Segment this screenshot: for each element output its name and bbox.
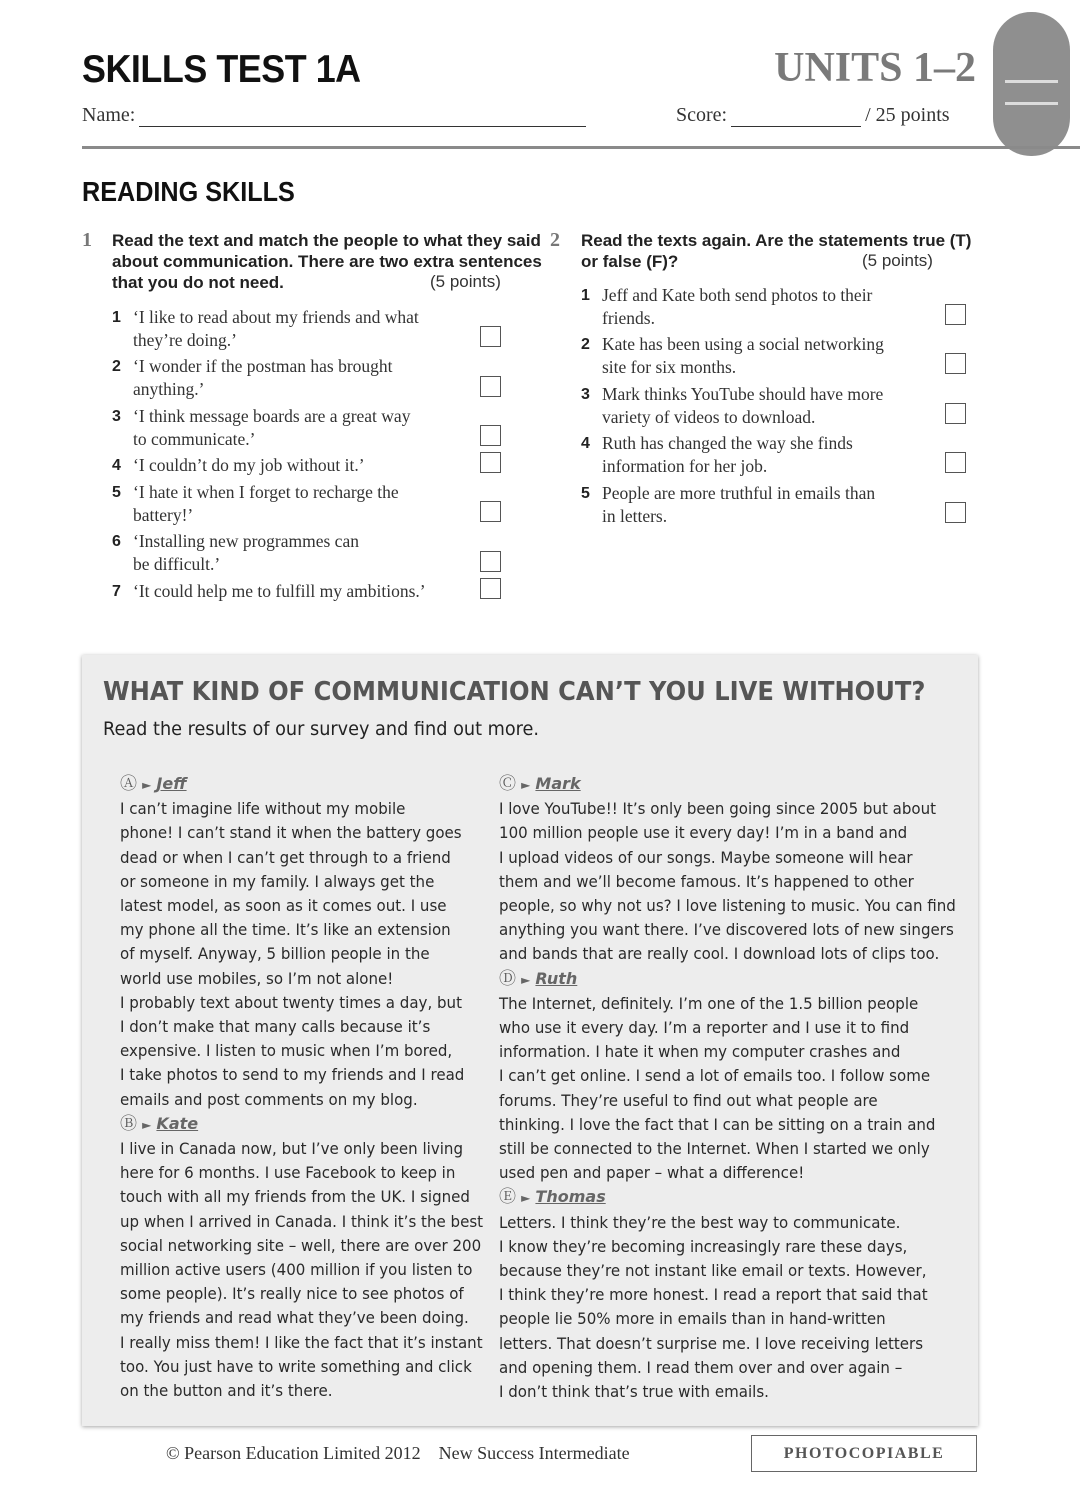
item-text: ‘Installing new programmes can bbox=[133, 531, 359, 551]
item-number: 2 bbox=[581, 336, 590, 353]
item-text: Jeff and Kate both send photos to their bbox=[602, 285, 873, 305]
article-line: up when I arrived in Canada. I think it’s the best bbox=[120, 1211, 484, 1231]
item-text: Ruth has changed the way she finds bbox=[602, 433, 853, 453]
article-line: thinking. I love the fact that I can be sitting on a train and bbox=[499, 1114, 936, 1134]
item-text: to communicate.’ bbox=[133, 429, 256, 449]
item-text: Kate has been using a social networking bbox=[602, 334, 884, 354]
item-text: variety of videos to download. bbox=[602, 407, 816, 427]
arrow-icon: ► bbox=[521, 972, 531, 987]
item-number: 7 bbox=[112, 583, 121, 600]
article-line: 100 million people use it every day! I’m in a band and bbox=[499, 823, 908, 843]
article-line: forums. They’re useful to find out what people are bbox=[499, 1090, 878, 1110]
letter-icon: Ⓒ bbox=[499, 774, 516, 794]
answer-box[interactable] bbox=[480, 501, 501, 522]
item-number: 6 bbox=[112, 533, 121, 550]
article-line: on the button and it’s there. bbox=[120, 1381, 333, 1401]
instruction-line: or false (F)? bbox=[581, 252, 679, 271]
article-line: I take photos to send to my friends and I read bbox=[120, 1065, 465, 1085]
item-text: be difficult.’ bbox=[133, 554, 221, 574]
article-line: used pen and paper – what a difference! bbox=[499, 1163, 805, 1183]
answer-box[interactable] bbox=[945, 452, 966, 473]
respondent-name: Ruth bbox=[535, 968, 578, 988]
arrow-icon: ► bbox=[521, 778, 531, 792]
article-line: I know they’re becoming increasingly rare these days, bbox=[499, 1236, 908, 1256]
item-number: 2 bbox=[112, 358, 121, 375]
article-line: dead or when I can’t get through to a friend bbox=[120, 847, 451, 867]
item-text: ‘I wonder if the postman has brought bbox=[133, 356, 393, 376]
article-line: I really miss them! I like the fact that it’s instant bbox=[120, 1332, 483, 1352]
item-number: 4 bbox=[112, 457, 121, 474]
article-line: social networking site – well, there are over 200 bbox=[120, 1235, 482, 1255]
article-title: WHAT KIND OF COMMUNICATION CAN’T YOU LIVE WITHOUT? bbox=[103, 677, 926, 707]
letter-icon: Ⓑ bbox=[120, 1113, 137, 1134]
article-line: I upload videos of our songs. Maybe someone will hear bbox=[499, 847, 913, 867]
article-line: too. You just have to write something and click bbox=[120, 1356, 472, 1376]
article-line: I can’t imagine life without my mobile bbox=[120, 799, 406, 819]
header-divider bbox=[82, 146, 1080, 149]
letter-icon: Ⓐ bbox=[120, 774, 137, 794]
name-row bbox=[82, 104, 586, 127]
answer-box[interactable] bbox=[480, 376, 501, 397]
article-line: latest model, as soon as it comes out. I use bbox=[120, 896, 447, 916]
respondent-header bbox=[499, 1185, 969, 1210]
section-title: READING SKILLS bbox=[82, 176, 295, 207]
copyright: © Pearson Education Limited 2012 bbox=[166, 1443, 421, 1463]
item-text: friends. bbox=[602, 308, 655, 328]
respondent-header bbox=[499, 772, 969, 797]
article-line: some people). It’s really nice to see photos of bbox=[120, 1284, 464, 1304]
name-field[interactable] bbox=[139, 106, 586, 127]
answer-box[interactable] bbox=[480, 551, 501, 572]
item-text: information for her job. bbox=[602, 456, 768, 476]
item-text: site for six months. bbox=[602, 357, 737, 377]
article-line: who use it every day. I’m a reporter and I use it to find bbox=[499, 1018, 910, 1038]
arrow-icon: ► bbox=[142, 1117, 152, 1132]
book-title: New Success Intermediate bbox=[438, 1443, 630, 1463]
instruction-line: Read the text and match the people to what they said bbox=[112, 231, 541, 250]
score-label: Score: bbox=[676, 104, 728, 126]
article-line: or someone in my family. I always get the bbox=[120, 871, 435, 891]
article-line: phone! I can’t stand it when the battery goes bbox=[120, 823, 462, 843]
instruction-line: that you do not need. bbox=[112, 273, 284, 292]
units-label: UNITS 1–2 bbox=[774, 45, 976, 91]
answer-box[interactable] bbox=[480, 425, 501, 446]
article-line: and opening them. I read them over and over again – bbox=[499, 1357, 903, 1377]
article-line: I love YouTube!! It’s only been going since 2005 but about bbox=[499, 799, 937, 819]
article-line: world use mobiles, so I’m not alone! bbox=[120, 968, 394, 988]
article-line: million active users (400 million if you listen to bbox=[120, 1260, 473, 1280]
answer-box[interactable] bbox=[945, 353, 966, 374]
score-field[interactable] bbox=[731, 106, 861, 127]
answer-box[interactable] bbox=[945, 403, 966, 424]
page-tab bbox=[993, 12, 1070, 156]
item-text: ‘It could help me to fulfill my ambitions.’ bbox=[133, 581, 426, 601]
article-line: anything you want there. I’ve discovered lots of new singers bbox=[499, 920, 954, 940]
tab-line bbox=[1005, 80, 1058, 83]
photocopiable-badge: PHOTOCOPIABLE bbox=[751, 1435, 977, 1472]
item-number: 1 bbox=[112, 309, 121, 326]
article-line: expensive. I listen to music when I’m bored, bbox=[120, 1041, 453, 1061]
answer-box[interactable] bbox=[480, 452, 501, 473]
article-line: people lie 50% more in emails than in hand-written bbox=[499, 1309, 886, 1329]
article-line: I don’t think that’s true with emails. bbox=[499, 1382, 769, 1402]
article-line: Letters. I think they’re the best way to communicate. bbox=[499, 1212, 901, 1232]
instruction-line: Read the texts again. Are the statements true (T) bbox=[581, 231, 972, 250]
item-number: 1 bbox=[581, 287, 590, 304]
article-line: I think they’re more honest. I read a report that said that bbox=[499, 1285, 928, 1305]
name-label: Name: bbox=[82, 104, 136, 126]
article-line: people, so why not us? I love listening to music. You can find bbox=[499, 896, 956, 916]
item-text: ‘I couldn’t do my job without it.’ bbox=[133, 455, 365, 475]
item-number: 3 bbox=[112, 408, 121, 425]
article-line: The Internet, definitely. I’m one of the 1.5 billion people bbox=[499, 993, 919, 1013]
article-line: because they’re not instant like email or texts. However, bbox=[499, 1261, 927, 1281]
points-label: (5 points) bbox=[430, 272, 501, 291]
article-subtitle: Read the results of our survey and find out more. bbox=[103, 718, 540, 740]
answer-box[interactable] bbox=[480, 326, 501, 347]
item-text: ‘I think message boards are a great way bbox=[133, 406, 411, 426]
footer-credit bbox=[166, 1443, 630, 1464]
respondent-name: Kate bbox=[156, 1113, 199, 1133]
question-number: 2 bbox=[550, 229, 560, 251]
letter-icon: Ⓓ bbox=[499, 968, 516, 989]
answer-box[interactable] bbox=[945, 502, 966, 523]
respondent-name: Jeff bbox=[156, 774, 187, 793]
item-number: 4 bbox=[581, 435, 590, 452]
respondent-header bbox=[499, 967, 969, 992]
answer-box[interactable] bbox=[945, 304, 966, 325]
article-column-left bbox=[120, 772, 488, 1403]
answer-box[interactable] bbox=[480, 578, 501, 599]
letter-icon: Ⓔ bbox=[499, 1187, 516, 1208]
score-suffix: / 25 points bbox=[865, 104, 950, 126]
article-line: emails and post comments on my blog. bbox=[120, 1089, 418, 1109]
item-text: ‘I hate it when I forget to recharge the bbox=[133, 482, 399, 502]
article-line: touch with all my friends from the UK. I signed bbox=[120, 1187, 470, 1207]
article-line: them and we’ll become famous. It’s happened to other bbox=[499, 871, 914, 891]
article-line: of myself. Anyway, 5 billion people in the bbox=[120, 944, 430, 964]
item-text: People are more truthful in emails than bbox=[602, 483, 876, 503]
article-line: and bands that are really cool. I download lots of clips too. bbox=[499, 944, 940, 964]
arrow-icon: ► bbox=[142, 778, 152, 792]
tab-line bbox=[1005, 102, 1058, 105]
article-line: still be connected to the Internet. When I started we only bbox=[499, 1139, 930, 1159]
arrow-icon: ► bbox=[521, 1191, 531, 1206]
article-line: I can’t get online. I send a lot of emails too. I follow some bbox=[499, 1066, 931, 1086]
respondent-header bbox=[120, 1112, 488, 1137]
respondent-name: Thomas bbox=[535, 1187, 606, 1207]
item-text: anything.’ bbox=[133, 379, 205, 399]
question-number: 1 bbox=[82, 229, 92, 251]
article-line: my friends and read what they’ve been doing. bbox=[120, 1308, 469, 1328]
instruction-line: about communication. There are two extra sentences bbox=[112, 252, 542, 271]
respondent-name: Mark bbox=[535, 774, 581, 793]
score-row bbox=[676, 104, 950, 127]
test-title: SKILLS TEST 1A bbox=[82, 48, 361, 91]
points-label: (5 points) bbox=[862, 251, 933, 270]
item-text: ‘I like to read about my friends and what bbox=[133, 307, 419, 327]
article-line: I probably text about twenty times a day, but bbox=[120, 992, 462, 1012]
article-line: letters. That doesn’t surprise me. I love receiving letters bbox=[499, 1333, 924, 1353]
article-column-right bbox=[499, 772, 969, 1404]
respondent-header bbox=[120, 772, 488, 797]
item-number: 5 bbox=[581, 485, 590, 502]
article-line: information. I hate it when my computer crashes and bbox=[499, 1042, 901, 1062]
article-line: I don’t make that many calls because it’s bbox=[120, 1017, 431, 1037]
article-line: here for 6 months. I use Facebook to keep in bbox=[120, 1163, 456, 1183]
item-text: Mark thinks YouTube should have more bbox=[602, 384, 884, 404]
item-number: 5 bbox=[112, 484, 121, 501]
item-text: they’re doing.’ bbox=[133, 330, 237, 350]
article-line: I live in Canada now, but I’ve only been living bbox=[120, 1139, 463, 1159]
item-text: battery!’ bbox=[133, 505, 194, 525]
item-text: in letters. bbox=[602, 506, 668, 526]
item-number: 3 bbox=[581, 386, 590, 403]
article-line: my phone all the time. It’s like an extension bbox=[120, 920, 451, 940]
